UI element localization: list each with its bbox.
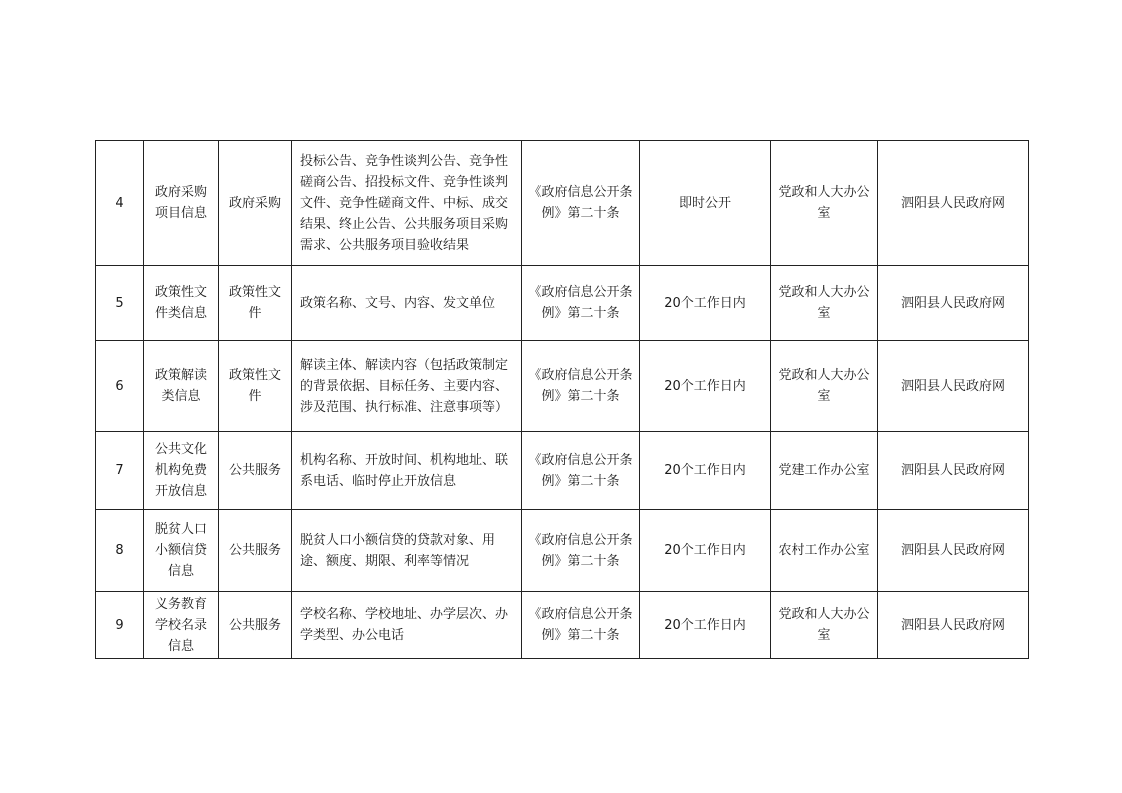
info-category: 政府采购项目信息	[144, 141, 219, 266]
info-type: 政府采购	[219, 141, 292, 266]
info-category: 政策解读类信息	[144, 341, 219, 432]
row-index: 7	[96, 432, 144, 510]
disclosure-channel: 泗阳县人民政府网	[878, 432, 1029, 510]
disclosure-basis: 《政府信息公开条例》第二十条	[522, 266, 640, 341]
disclosure-table	[95, 140, 1029, 659]
disclosure-basis: 《政府信息公开条例》第二十条	[522, 510, 640, 592]
table-row	[96, 341, 1029, 432]
info-type: 政策性文件	[219, 266, 292, 341]
disclosure-content: 脱贫人口小额信贷的贷款对象、用途、额度、期限、利率等情况	[292, 510, 522, 592]
row-index: 5	[96, 266, 144, 341]
row-index: 6	[96, 341, 144, 432]
info-category: 政策性文件类信息	[144, 266, 219, 341]
info-category: 义务教育学校名录信息	[144, 592, 219, 659]
row-index: 9	[96, 592, 144, 659]
disclosure-content: 政策名称、文号、内容、发文单位	[292, 266, 522, 341]
responsible-department: 党政和人大办公室	[771, 341, 878, 432]
info-type: 公共服务	[219, 592, 292, 659]
disclosure-basis: 《政府信息公开条例》第二十条	[522, 341, 640, 432]
responsible-department: 党政和人大办公室	[771, 592, 878, 659]
disclosure-time-limit: 20个工作日内	[640, 510, 771, 592]
table-row	[96, 592, 1029, 659]
disclosure-channel: 泗阳县人民政府网	[878, 592, 1029, 659]
info-type: 公共服务	[219, 510, 292, 592]
disclosure-content: 解读主体、解读内容（包括政策制定的背景依据、目标任务、主要内容、涉及范围、执行标准、注意事项等）	[292, 341, 522, 432]
disclosure-time-limit: 20个工作日内	[640, 341, 771, 432]
disclosure-channel: 泗阳县人民政府网	[878, 266, 1029, 341]
disclosure-content: 投标公告、竞争性谈判公告、竞争性磋商公告、招投标文件、竞争性谈判文件、竞争性磋商文件、中标、成交结果、终止公告、公共服务项目采购需求、公共服务项目验收结果	[292, 141, 522, 266]
disclosure-content: 机构名称、开放时间、机构地址、联系电话、临时停止开放信息	[292, 432, 522, 510]
info-type: 公共服务	[219, 432, 292, 510]
disclosure-channel: 泗阳县人民政府网	[878, 510, 1029, 592]
disclosure-time-limit: 20个工作日内	[640, 592, 771, 659]
responsible-department: 农村工作办公室	[771, 510, 878, 592]
disclosure-time-limit: 20个工作日内	[640, 266, 771, 341]
disclosure-channel: 泗阳县人民政府网	[878, 341, 1029, 432]
disclosure-content: 学校名称、学校地址、办学层次、办学类型、办公电话	[292, 592, 522, 659]
info-type: 政策性文件	[219, 341, 292, 432]
disclosure-basis: 《政府信息公开条例》第二十条	[522, 592, 640, 659]
table-row	[96, 432, 1029, 510]
disclosure-channel: 泗阳县人民政府网	[878, 141, 1029, 266]
table-row	[96, 266, 1029, 341]
disclosure-time-limit: 即时公开	[640, 141, 771, 266]
disclosure-basis: 《政府信息公开条例》第二十条	[522, 432, 640, 510]
row-index: 4	[96, 141, 144, 266]
row-index: 8	[96, 510, 144, 592]
table-row	[96, 141, 1029, 266]
info-category: 公共文化机构免费开放信息	[144, 432, 219, 510]
info-category: 脱贫人口小额信贷信息	[144, 510, 219, 592]
responsible-department: 党政和人大办公室	[771, 266, 878, 341]
disclosure-basis: 《政府信息公开条例》第二十条	[522, 141, 640, 266]
disclosure-time-limit: 20个工作日内	[640, 432, 771, 510]
responsible-department: 党政和人大办公室	[771, 141, 878, 266]
responsible-department: 党建工作办公室	[771, 432, 878, 510]
table-row	[96, 510, 1029, 592]
